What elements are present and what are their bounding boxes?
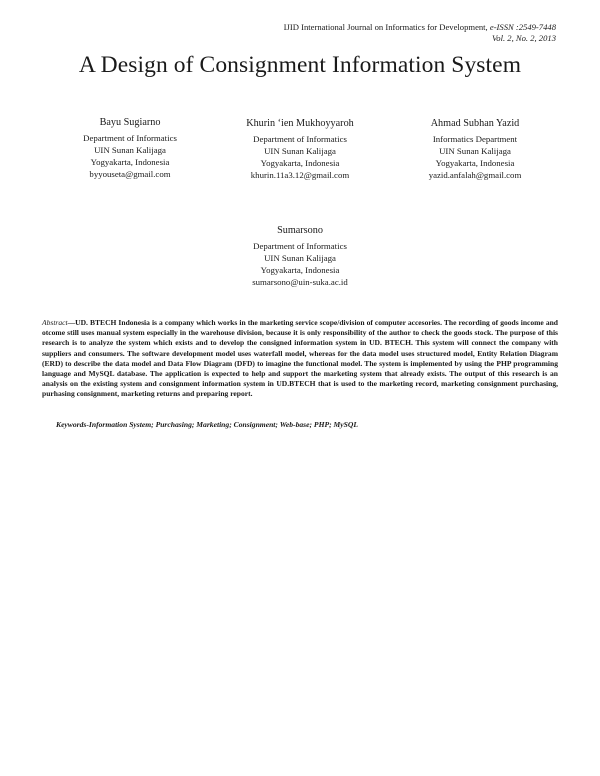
journal-volume: Vol. 2, No. 2, 2013	[492, 32, 556, 43]
author-block	[220, 225, 380, 288]
author-department: Informatics Department	[432, 134, 518, 144]
journal-header	[284, 22, 556, 43]
author-block	[220, 118, 380, 181]
journal-issn: e-ISSN :2549-7448	[489, 22, 556, 32]
author-university: UIN Sunan Kalijaga	[94, 145, 166, 155]
author-department: Department of Informatics	[253, 241, 347, 251]
author-block	[390, 118, 560, 181]
author-location: Yogyakarta, Indonesia	[260, 265, 340, 275]
author-department: Department of Informatics	[253, 134, 347, 144]
paper-title: A Design of Consignment Information System	[78, 52, 522, 78]
author-name: Sumarsono	[277, 225, 323, 236]
author-name: Bayu Sugiarno	[99, 117, 161, 128]
journal-name: IJID International Journal on Informatics for Development,	[283, 22, 488, 32]
author-university: UIN Sunan Kalijaga	[264, 253, 336, 263]
abstract-label: Abstract	[42, 318, 68, 327]
author-name: Khurin ‘ien Mukhoyyaroh	[246, 118, 354, 129]
author-department: Department of Informatics	[83, 133, 177, 143]
author-university: UIN Sunan Kalijaga	[264, 146, 336, 156]
abstract-text: —UD. BTECH Indonesia is a company which works in the marketing service scope/division of computer accesories. The recording of goods income and otcome still uses manual system especially in the warehouse division, because it is only responsibility of the author to check the goods stock. The purpose of this research is to analyze the system which exists and to develop the consigned information system in UD. BTECH. This system will connect the company with suppliers and consumers. The software development model uses waterfall model, whereas for the data model uses structured model, Entity Relation Diagram (ERD) to describe the data model and Data Flow Diagram (DFD) to imagine the functional model. The system is implemented by using the PHP programming language and MySQL database. The application is expected to help and support the marketing system that already exists. The output of this research is an analysis on the existing system and consignment information system in UD.BTECH that is used to the marketing record, marketing consignment purchasing, purhasing consignment, marketing returns and preparing report.	[42, 318, 558, 399]
author-location: Yogyakarta, Indonesia	[260, 158, 340, 168]
author-email: khurin.11a3.12@gmail.com	[250, 170, 350, 180]
author-email: sumarsono@uin-suka.ac.id	[252, 277, 348, 287]
author-university: UIN Sunan Kalijaga	[439, 146, 511, 156]
author-location: Yogyakarta, Indonesia	[90, 157, 170, 167]
author-name: Ahmad Subhan Yazid	[430, 118, 520, 129]
author-location: Yogyakarta, Indonesia	[435, 158, 515, 168]
author-email: byyouseta@gmail.com	[89, 169, 171, 179]
author-email: yazid.anfalah@gmail.com	[428, 170, 522, 180]
author-block	[50, 117, 210, 180]
keywords: Keywords-Information System; Purchasing; Marketing; Consignment; Web-base; PHP; MySQL	[56, 420, 359, 429]
abstract	[42, 318, 558, 400]
